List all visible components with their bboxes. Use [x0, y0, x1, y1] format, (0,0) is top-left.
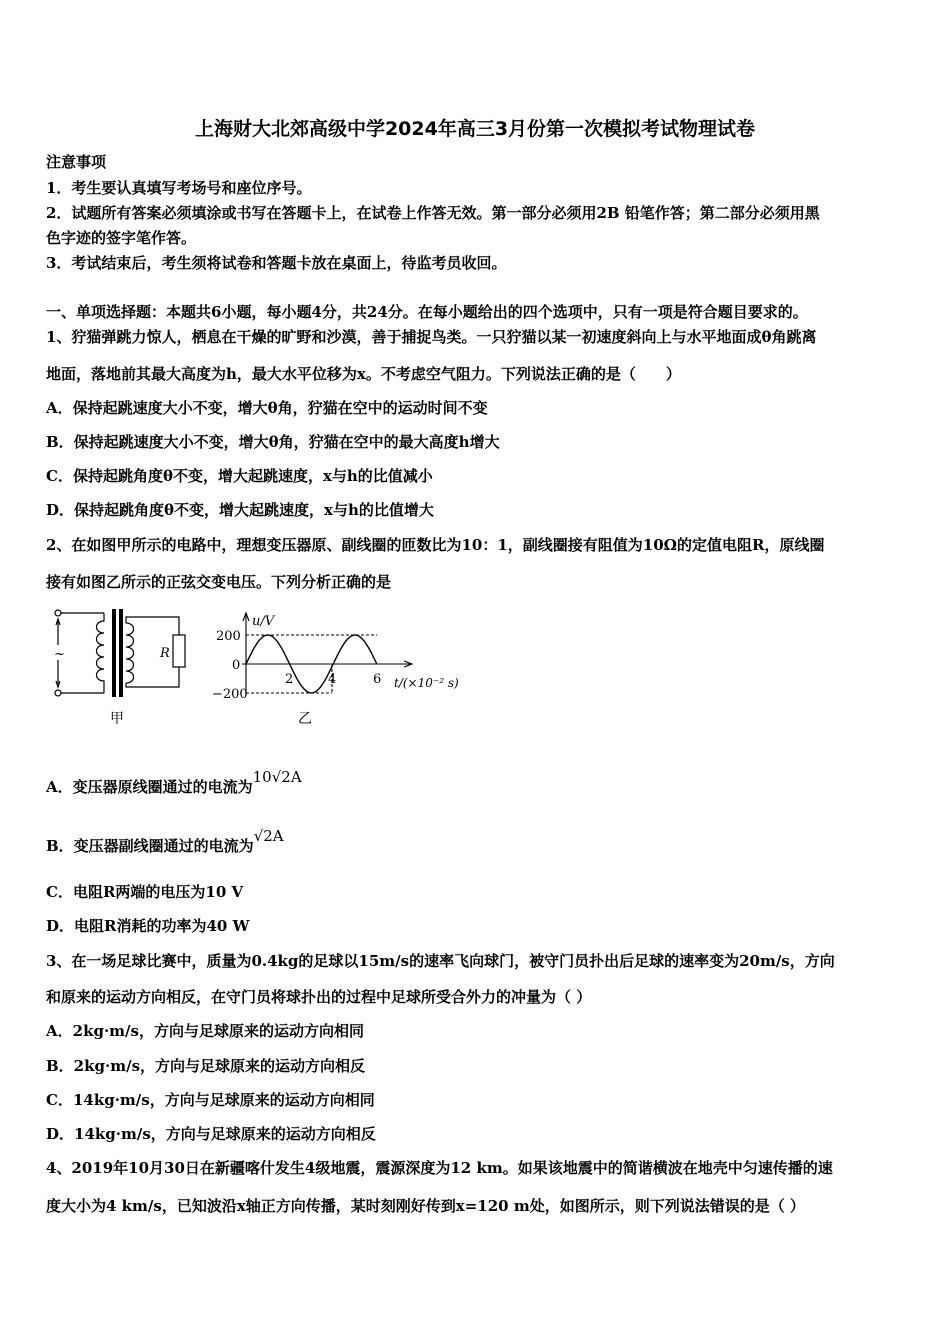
circuit-figure-jia: [44, 605, 194, 730]
q1-stem-line1: 1、狞猫弹跳力惊人，栖息在干燥的旷野和沙漠，善于捕捉鸟类。一只狞猫以某一初速度斜向上与水平地面成θ角跳离: [46, 328, 817, 346]
figure-yi-label: 乙: [298, 711, 312, 727]
waveform-figure-yi: [212, 605, 477, 730]
q2-option-b: [46, 827, 284, 855]
q4-stem-line2: 度大小为4 km/s，已知波沿x轴正方向传播，某时刻刚好传到x=120 m处，如图所示，则下列说法错误的是（ ）: [46, 1197, 805, 1215]
page-title: 上海财大北郊高级中学2024年高三3月份第一次模拟考试物理试卷: [194, 118, 756, 140]
figure-jia-label: 甲: [110, 711, 124, 727]
notice-heading: 注意事项: [46, 153, 107, 171]
q3-stem-line2: 和原来的运动方向相反，在守门员将球扑出的过程中足球所受合外力的冲量为（ ）: [46, 988, 592, 1006]
x-tick-6: 6: [373, 672, 382, 687]
section-heading: 一、单项选择题：本题共6小题，每小题4分，共24分。在每小题给出的四个选项中，只有一项是符合题目要求的。: [46, 303, 808, 321]
notice-item-2: 2．试题所有答案必须填涂或书写在答题卡上，在试卷上作答无效。第一部分必须用2B 铅笔作答；第二部分必须用黑: [46, 204, 820, 222]
q1-option-c: C．保持起跳角度θ不变，增大起跳速度，x与h的比值减小: [46, 467, 433, 485]
q3-stem-line1: 3、在一场足球比赛中，质量为0.4kg的足球以15m/s的速率飞向球门，被守门员扑出后足球的速率变为20m/s，方向: [46, 952, 835, 970]
q2-option-a-text: A．变压器原线圈通过的电流为: [46, 778, 253, 796]
q2-stem-line2: 接有如图乙所示的正弦交变电压。下列分析正确的是: [46, 573, 392, 591]
q1-stem-line2: 地面，落地前其最大高度为h，最大水平位移为x。不考虑空气阻力。下列说法正确的是（ ）: [46, 365, 681, 383]
q4-stem-line1: 4、2019年10月30日在新疆喀什发生4级地震，震源深度为12 km。如果该地震中的简谐横波在地壳中匀速传播的速: [46, 1159, 833, 1177]
y-axis-label: u/V: [252, 614, 275, 629]
q2-option-c: C．电阻R两端的电压为10 V: [46, 883, 244, 901]
q2-option-a-value: 10√2A: [252, 768, 302, 786]
x-tick-2: 2: [285, 672, 294, 687]
x-tick-4: 4: [328, 672, 337, 687]
notice-item-1: 1．考生要认真填写考场号和座位序号。: [46, 179, 312, 197]
q2-option-d: D．电阻R消耗的功率为40 W: [46, 917, 250, 935]
q3-option-a: A．2kg·m/s，方向与足球原来的运动方向相同: [46, 1022, 364, 1040]
q2-option-a: [46, 768, 302, 796]
q1-option-b: B．保持起跳速度大小不变，增大θ角，狞猫在空中的最大高度h增大: [46, 433, 500, 451]
resistor-label: R: [160, 646, 170, 661]
q3-option-c: C．14kg·m/s，方向与足球原来的运动方向相同: [46, 1091, 375, 1109]
q3-option-b: B．2kg·m/s，方向与足球原来的运动方向相反: [46, 1057, 366, 1075]
q3-option-d: D．14kg·m/s，方向与足球原来的运动方向相反: [46, 1125, 376, 1143]
y-tick-200: 200: [216, 629, 241, 644]
q2-stem-line1: 2、在如图甲所示的电路中，理想变压器原、副线圈的匝数比为10：1，副线圈接有阻值为10Ω的定值电阻R，原线圈: [46, 536, 825, 554]
y-tick-0: 0: [232, 658, 241, 673]
y-tick-neg200: −200: [212, 687, 248, 702]
notice-item-3: 3．考试结束后，考生须将试卷和答题卡放在桌面上，待监考员收回。: [46, 254, 507, 272]
q2-option-b-value: √2A: [253, 827, 284, 845]
q1-option-a: A．保持起跳速度大小不变，增大θ角，狞猫在空中的运动时间不变: [46, 399, 488, 417]
q2-option-b-text: B．变压器副线圈通过的电流为: [46, 837, 254, 855]
q1-option-d: D．保持起跳角度θ不变，增大起跳速度，x与h的比值增大: [46, 501, 434, 519]
ac-symbol: ~: [54, 647, 65, 662]
notice-item-2-cont: 色字迹的签字笔作答。: [46, 229, 197, 247]
x-axis-label: t/(×10⁻² s): [394, 676, 459, 690]
